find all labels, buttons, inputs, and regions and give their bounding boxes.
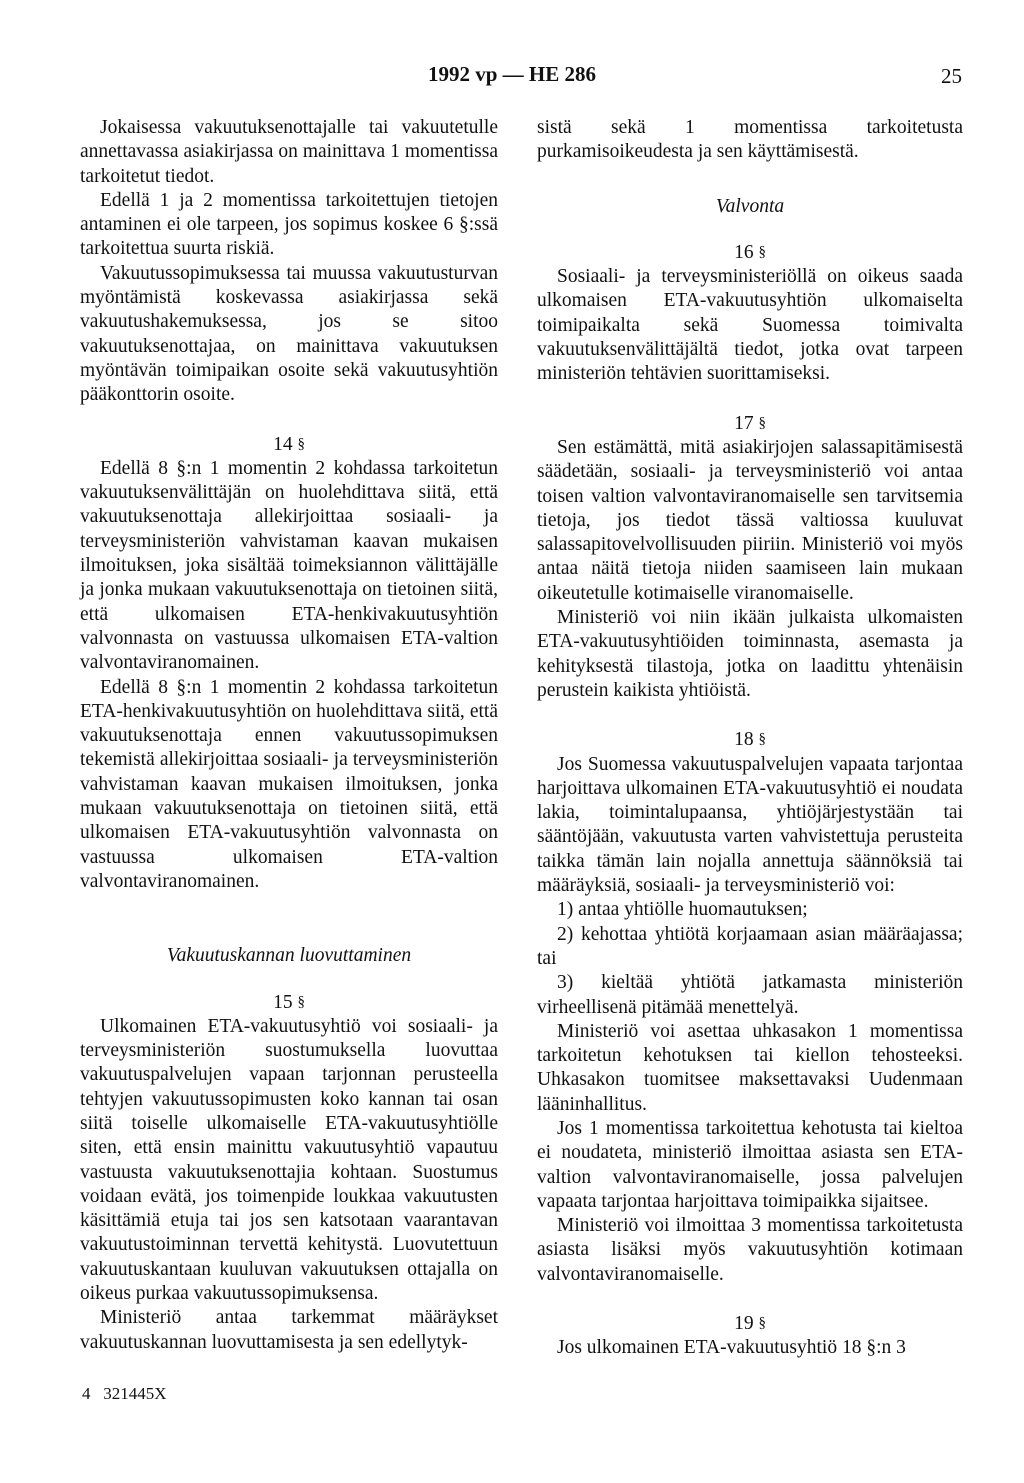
running-head: 1992 vp — HE 286	[427, 62, 597, 86]
section-sign: §	[297, 435, 305, 452]
page-number: 25	[941, 64, 962, 88]
paragraph: Edellä 8 §:n 1 momentin 2 kohdassa tarkoitetun ETA-henkivakuutusyhtiön on huolehdittava siitä, että vakuutuksenottaja ennen vakuutussopimuksen tekemistä allekirjoittaa sosiaali- ja terveysministeriön vahvistaman kaavan mukaisen ilmoituksen, jonka mukaan vakuutuksenottaja on tietoinen siitä, että ulkomaisen ETA-vakuutusyhtiön valvonnasta on vastuussa ulkomaisen ETA-valtion valvontaviranomainen.	[80, 676, 498, 892]
paragraph: Sosiaali- ja terveysministeriöllä on oikeus saada ulkomaisen ETA-vakuutusyhtiön ulkomaiselta toimipaikalta sekä Suomessa toimivalta vakuutuksenvälittäjältä tiedot, jotka ovat tarpeen ministeriön tehtävien suorittamiseksi.	[537, 266, 963, 385]
paragraph: Sen estämättä, mitä asiakirjojen salassapitämisestä säädetään, sosiaali- ja terveysministeriö voi antaa toisen valtion valvontaviranomaiselle sen tarvitsemia tietoja, jos tiedot tässä valtiossa kuuluvat salassapitovelvollisuuden piiriin. Ministeriö voi myös antaa näitä tietoja niiden saamiseen lain mukaan oikeutetulle kotimaiselle viranomaiselle.	[537, 436, 963, 604]
paragraph: Jos 1 momentissa tarkoitettua kehotusta tai kieltoa ei noudateta, ministeriö ilmoittaa asiasta sen ETA-valtion valvontaviranomaiselle, jossa palvelujen vapaata tarjontaa harjoittava toimipaikka sijaitsee.	[537, 1117, 963, 1212]
list-item: 3) kieltää yhtiötä jatkamasta ministeriön virheellisenä pitämää menettelyä.	[537, 972, 963, 1018]
paragraph: Jokaisessa vakuutuksenottajalle tai vakuutetulle annettavassa asiakirjassa on mainittava 1 momentissa tarkoitetut tiedot.	[80, 117, 498, 187]
paragraph: Jos Suomessa vakuutuspalvelujen vapaata tarjontaa harjoittava ulkomainen ETA-vakuutusyhtiö ei noudata lakia, toimintalupaansa, yhtiöjärjestystään tai sääntöjään, vakuutusta varten vahvistettuja perusteita taikka tämän lain nojalla annettuja säännöksiä tai määräyksiä, sosiaali- ja terveysministeriö voi:	[537, 753, 963, 897]
paragraph: Vakuutussopimuksessa tai muussa vakuutusturvan myöntämistä koskevassa asiakirjassa sekä vakuutushakemuksessa, jos se sitoo vakuutuksenottajaa, on mainittava vakuutuksen myöntävän toimipaikan osoite sekä vakuutusyhtiön pääkonttorin osoite.	[80, 262, 498, 406]
paragraph: Ministeriö voi niin ikään julkaista ulkomaisten ETA-vakuutusyhtiöiden toiminnasta, asemasta ja kehityksestä tilastoja, jotka on laadittu yhtenäisin perustein kaikista yhtiöistä.	[537, 607, 963, 701]
paragraph: Edellä 1 ja 2 momentissa tarkoitettujen tietojen antaminen ei ole tarpeen, jos sopimus koskee 6 §:ssä tarkoitettua suurta riskiä.	[80, 189, 498, 260]
list-item: 2) kehottaa yhtiötä korjaamaan asian määräajassa; tai	[537, 923, 963, 969]
paragraph: Ministeriö voi asettaa uhkasakon 1 momentissa tarkoitetun kehotuksen tai kiellon tehosteeksi. Uhkasakon tuomitsee maksettavaksi Uudenmaan lääninhallitus.	[537, 1020, 963, 1115]
paragraph: Jos ulkomainen ETA-vakuutusyhtiö 18 §:n 3	[557, 1337, 906, 1359]
paragraph: Ministeriö antaa tarkemmat määräykset vakuutuskannan luovuttamisesta ja sen edellytyk-	[80, 1307, 498, 1353]
left-column	[80, 116, 498, 1355]
section-heading: Vakuutuskannan luovuttaminen	[166, 945, 412, 967]
section-number-17: 17 §	[734, 412, 766, 434]
section-number-19: 19 §	[734, 1313, 766, 1335]
paragraph: Edellä 8 §:n 1 momentin 2 kohdassa tarkoitetun vakuutuksenvälittäjän on huolehdittava siitä, että vakuutuksenottaja allekirjoittaa sosiaali- ja terveysministeriön vahvistaman kaavan mukaisen ilmoituksen, joka sisältää toimeksiannon välittäjälle ja jonka mukaan vakuutuksenottaja on tietoinen siitä, että ulkomaisen ETA-henkivakuutusyhtiön valvonnasta on vastuussa ulkomaisen ETA-valtion valvontaviranomainen.	[80, 457, 498, 674]
print-code: 4 321445X	[82, 1384, 167, 1403]
section-heading: Valvonta	[715, 195, 785, 217]
paragraph: Ulkomainen ETA-vakuutusyhtiö voi sosiaali- ja terveysministeriön suostumuksella luovuttaa vakuutuspalvelujen vapaan tarjonnan perusteella tehtyjen vakuutussopimusten koko kannan tai osan siitä toiselle ulkomaiselle ETA-vakuutusyhtiölle siten, että ensin mainittu vakuutusyhtiö vapautuu vastuusta vakuutuksenottajia kohtaan. Suostumus voidaan evätä, jos toimenpide loukkaa vakuutusten käsittämiä etuja tai jos sen katsotaan vaarantavan vakuutustoiminnan tervettä kehitystä. Luovutettuun vakuutuskantaan kuuluvan vakuutuksen ottajalla on oikeus purkaa vakuutussopimuksensa.	[80, 1015, 498, 1305]
paragraph: Ministeriö voi ilmoittaa 3 momentissa tarkoitetusta asiasta lisäksi myös vakuutusyhtiön kotimaan valvontaviranomaiselle.	[537, 1215, 963, 1285]
paragraph: sistä sekä 1 momentissa tarkoitetusta purkamisoikeudesta ja sen käyttämisestä.	[537, 117, 963, 163]
list-item: 1) antaa yhtiölle huomautuksen;	[557, 899, 808, 921]
right-column	[537, 116, 963, 1361]
section-number-14: 14 §	[273, 433, 305, 455]
page-header	[0, 62, 1024, 92]
section-number-16: 16 §	[734, 241, 766, 263]
section-sign: §	[297, 993, 305, 1010]
section-sign: §	[758, 414, 766, 431]
section-sign: §	[758, 243, 766, 260]
section-number-15: 15 §	[273, 991, 305, 1013]
section-sign: §	[758, 731, 766, 748]
section-sign: §	[758, 1315, 766, 1332]
section-number-18: 18 §	[734, 729, 766, 751]
